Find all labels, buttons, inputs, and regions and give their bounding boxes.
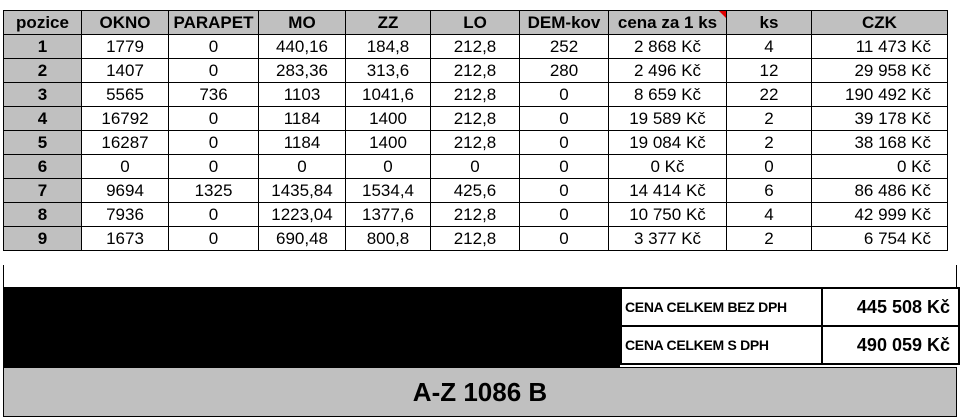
- cell-pozice[interactable]: 9: [4, 227, 82, 251]
- cell-mo[interactable]: 1103: [259, 83, 346, 107]
- cell-dem-kov[interactable]: 0: [520, 107, 609, 131]
- header-cell-ks[interactable]: ks: [727, 11, 812, 35]
- cell-cena-za-1-ks[interactable]: 2 868 Kč: [609, 35, 727, 59]
- cell-dem-kov[interactable]: 280: [520, 59, 609, 83]
- cell-lo[interactable]: 212,8: [431, 227, 520, 251]
- header-cell-okno[interactable]: OKNO: [82, 11, 169, 35]
- table-row: [4, 35, 948, 59]
- cell-lo[interactable]: 212,8: [431, 107, 520, 131]
- cell-pozice[interactable]: 2: [4, 59, 82, 83]
- table-row: [4, 203, 948, 227]
- cell-okno[interactable]: 16792: [82, 107, 169, 131]
- table-row: [4, 131, 948, 155]
- header-cell-czk[interactable]: CZK: [812, 11, 948, 35]
- cell-czk[interactable]: 86 486 Kč: [812, 179, 948, 203]
- cell-lo[interactable]: 212,8: [431, 131, 520, 155]
- cell-parapet[interactable]: 0: [169, 107, 259, 131]
- cell-parapet[interactable]: 1325: [169, 179, 259, 203]
- cell-zz[interactable]: 0: [346, 155, 431, 179]
- cell-cena-za-1-ks[interactable]: 14 414 Kč: [609, 179, 727, 203]
- cell-lo[interactable]: 212,8: [431, 59, 520, 83]
- cell-zz[interactable]: 1400: [346, 107, 431, 131]
- cell-ks[interactable]: 2: [727, 131, 812, 155]
- cell-dem-kov[interactable]: 0: [520, 131, 609, 155]
- header-cell-cena-za-1-ks[interactable]: [609, 11, 727, 35]
- table-row: [4, 59, 948, 83]
- cell-czk[interactable]: 38 168 Kč: [812, 131, 948, 155]
- empty-row[interactable]: [3, 265, 957, 287]
- cell-okno[interactable]: 1673: [82, 227, 169, 251]
- cell-lo[interactable]: 212,8: [431, 35, 520, 59]
- cell-pozice[interactable]: 7: [4, 179, 82, 203]
- cell-pozice[interactable]: 3: [4, 83, 82, 107]
- cell-mo[interactable]: 283,36: [259, 59, 346, 83]
- cell-zz[interactable]: 1377,6: [346, 203, 431, 227]
- cell-zz[interactable]: 313,6: [346, 59, 431, 83]
- total-with-vat-label[interactable]: CENA CELKEM S DPH: [621, 326, 822, 364]
- cell-mo[interactable]: 1435,84: [259, 179, 346, 203]
- cell-ks[interactable]: 12: [727, 59, 812, 83]
- total-with-vat-row: [621, 326, 959, 364]
- cell-ks[interactable]: 2: [727, 227, 812, 251]
- cell-ks[interactable]: 6: [727, 179, 812, 203]
- cell-okno[interactable]: 7936: [82, 203, 169, 227]
- cell-okno[interactable]: 1779: [82, 35, 169, 59]
- cell-czk[interactable]: 29 958 Kč: [812, 59, 948, 83]
- cell-ks[interactable]: 4: [727, 35, 812, 59]
- cell-lo[interactable]: 425,6: [431, 179, 520, 203]
- header-cell-cena-label: cena za 1 ks: [617, 12, 718, 32]
- cell-lo[interactable]: 212,8: [431, 203, 520, 227]
- table-body: [4, 35, 948, 251]
- cell-cena-za-1-ks[interactable]: 3 377 Kč: [609, 227, 727, 251]
- cell-ks[interactable]: 0: [727, 155, 812, 179]
- cell-cena-za-1-ks[interactable]: 8 659 Kč: [609, 83, 727, 107]
- cell-czk[interactable]: 11 473 Kč: [812, 35, 948, 59]
- cell-zz[interactable]: 800,8: [346, 227, 431, 251]
- cell-pozice[interactable]: 4: [4, 107, 82, 131]
- cell-dem-kov[interactable]: 0: [520, 203, 609, 227]
- total-without-vat-label[interactable]: CENA CELKEM BEZ DPH: [621, 288, 822, 326]
- cell-parapet[interactable]: 736: [169, 83, 259, 107]
- cell-zz[interactable]: 1400: [346, 131, 431, 155]
- header-cell-parapet[interactable]: PARAPET: [169, 11, 259, 35]
- total-with-vat-value[interactable]: 490 059 Kč: [822, 326, 959, 364]
- cell-lo[interactable]: 212,8: [431, 83, 520, 107]
- comment-marker-icon[interactable]: [719, 11, 726, 18]
- cell-cena-za-1-ks[interactable]: 10 750 Kč: [609, 203, 727, 227]
- cell-mo[interactable]: 1184: [259, 107, 346, 131]
- header-cell-zz[interactable]: ZZ: [346, 11, 431, 35]
- black-fill-block: [3, 287, 620, 367]
- cell-okno[interactable]: 1407: [82, 59, 169, 83]
- cell-okno[interactable]: 9694: [82, 179, 169, 203]
- cell-ks[interactable]: 4: [727, 203, 812, 227]
- cell-parapet[interactable]: 0: [169, 227, 259, 251]
- cell-pozice[interactable]: 6: [4, 155, 82, 179]
- cell-ks[interactable]: 2: [727, 107, 812, 131]
- cell-parapet[interactable]: 0: [169, 203, 259, 227]
- cell-zz[interactable]: 1041,6: [346, 83, 431, 107]
- cell-dem-kov[interactable]: 0: [520, 83, 609, 107]
- header-row: [4, 11, 948, 35]
- header-cell-mo[interactable]: MO: [259, 11, 346, 35]
- cell-cena-za-1-ks[interactable]: 19 589 Kč: [609, 107, 727, 131]
- cell-cena-za-1-ks[interactable]: 2 496 Kč: [609, 59, 727, 83]
- cell-dem-kov[interactable]: 0: [520, 227, 609, 251]
- cell-zz[interactable]: 184,8: [346, 35, 431, 59]
- cell-ks[interactable]: 22: [727, 83, 812, 107]
- cell-okno[interactable]: 5565: [82, 83, 169, 107]
- cell-dem-kov[interactable]: 0: [520, 179, 609, 203]
- cell-pozice[interactable]: 1: [4, 35, 82, 59]
- cell-lo[interactable]: 0: [431, 155, 520, 179]
- cell-czk[interactable]: 0 Kč: [812, 155, 948, 179]
- total-without-vat-row: [621, 288, 959, 326]
- cell-zz[interactable]: 1534,4: [346, 179, 431, 203]
- footer-title-cell[interactable]: [3, 367, 957, 417]
- cell-pozice[interactable]: 5: [4, 131, 82, 155]
- cell-mo[interactable]: 440,16: [259, 35, 346, 59]
- price-table: [3, 10, 948, 251]
- cell-mo[interactable]: 690,48: [259, 227, 346, 251]
- header-cell-pozice[interactable]: pozice: [4, 11, 82, 35]
- table-row: [4, 83, 948, 107]
- table-row: [4, 155, 948, 179]
- cell-czk[interactable]: 42 999 Kč: [812, 203, 948, 227]
- header-cell-lo[interactable]: LO: [431, 11, 520, 35]
- cell-okno[interactable]: 16287: [82, 131, 169, 155]
- cell-czk[interactable]: 39 178 Kč: [812, 107, 948, 131]
- cell-dem-kov[interactable]: 252: [520, 35, 609, 59]
- cell-dem-kov[interactable]: 0: [520, 155, 609, 179]
- cell-czk[interactable]: 6 754 Kč: [812, 227, 948, 251]
- table-row: [4, 227, 948, 251]
- cell-pozice[interactable]: 8: [4, 203, 82, 227]
- cell-parapet[interactable]: 0: [169, 131, 259, 155]
- footer-title: A-Z 1086 B: [412, 376, 548, 407]
- cell-mo[interactable]: 1223,04: [259, 203, 346, 227]
- cell-czk[interactable]: 190 492 Kč: [812, 83, 948, 107]
- header-cell-dem-kov[interactable]: DEM-kov: [520, 11, 609, 35]
- cell-parapet[interactable]: 0: [169, 155, 259, 179]
- cell-mo[interactable]: 0: [259, 155, 346, 179]
- table-row: [4, 179, 948, 203]
- cell-cena-za-1-ks[interactable]: 0 Kč: [609, 155, 727, 179]
- cell-okno[interactable]: 0: [82, 155, 169, 179]
- cell-cena-za-1-ks[interactable]: 19 084 Kč: [609, 131, 727, 155]
- totals-table: [620, 287, 960, 365]
- cell-parapet[interactable]: 0: [169, 59, 259, 83]
- cell-mo[interactable]: 1184: [259, 131, 346, 155]
- table-row: [4, 107, 948, 131]
- cell-parapet[interactable]: 0: [169, 35, 259, 59]
- total-without-vat-value[interactable]: 445 508 Kč: [822, 288, 959, 326]
